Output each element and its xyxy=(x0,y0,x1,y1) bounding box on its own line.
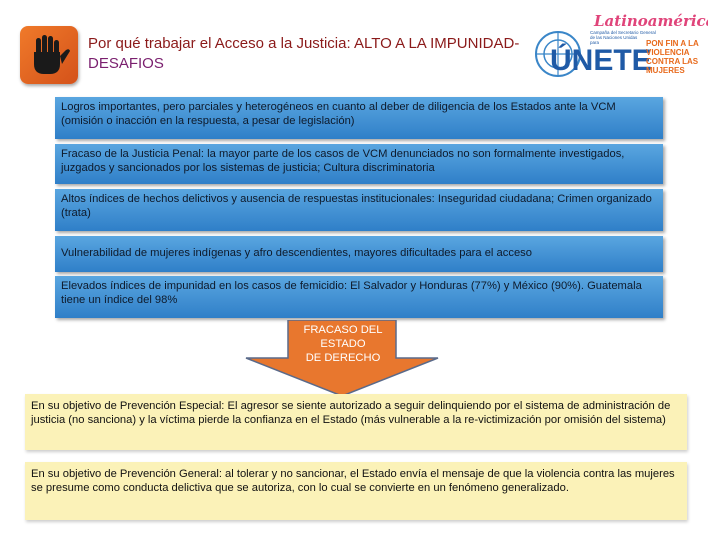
consequence-text: En su objetivo de Prevención General: al tolerar y no sancionar, el Estado envía el mensaje de que la violencia contra las mujeres se presume como conducta delictiva que se autoriza, con lo cual se convierte en un fenómeno generalizado. xyxy=(31,468,675,494)
title-main: Por qué trabajar el Acceso a la Justicia: ALTO A LA IMPUNIDAD- xyxy=(88,35,520,52)
challenge-box xyxy=(55,97,663,139)
challenge-box xyxy=(55,189,663,231)
title-accent: DESAFIOS xyxy=(88,55,164,72)
logo-slogan-2: VIOLENCIA xyxy=(646,48,690,57)
logo-sub-2: de las Naciones Unidas xyxy=(590,35,638,40)
challenge-text: Vulnerabilidad de mujeres indígenas y afro descendientes, mayores dificultades para el acceso xyxy=(61,247,532,259)
logo-sub-3: para xyxy=(590,40,600,45)
arrow-label-line: DE DERECHO xyxy=(305,352,381,364)
logo-brand: ÚNETE xyxy=(550,44,652,77)
challenge-text: Fracaso de la Justicia Penal: la mayor parte de los casos de VCM denunciados no son formalmente investigados, juzgados y sancionados por los sistemas de justicia; Cultura discriminatoria xyxy=(61,148,625,174)
logo-slogan-4: MUJERES xyxy=(646,66,685,75)
arrow-label xyxy=(290,323,396,365)
unete-logo xyxy=(532,10,708,92)
challenge-text: Elevados índices de impunidad en los casos de femicidio: El Salvador y Honduras (77%) y México (90%). Guatemala tiene un índice del 98% xyxy=(61,280,642,306)
logo-sub-1: Campaña del Secretario General xyxy=(590,30,656,35)
stop-hand-icon xyxy=(20,26,78,84)
challenge-box xyxy=(55,276,663,318)
consequence-box xyxy=(25,394,687,450)
logo-slogan-3: CONTRA LAS xyxy=(646,57,699,66)
arrow-label-line: FRACASO DEL xyxy=(303,324,383,336)
challenge-text: Logros importantes, pero parciales y heterogéneos en cuanto al deber de diligencia de los Estados ante la VCM (omisión o inacción en la respuesta, a pesar de legislación) xyxy=(61,101,616,127)
arrow-label-line: ESTADO xyxy=(320,338,366,350)
consequence-box xyxy=(25,462,687,520)
consequence-text: En su objetivo de Prevención Especial: El agresor se siente autorizado a seguir delinquiendo por el sistema de administración de justicia (no sanciona) y la víctima pierde la confianza en el Estado (más vulnerable a la re-victimización por omisión del sistema) xyxy=(31,400,671,426)
challenge-box xyxy=(55,236,663,272)
page-title xyxy=(88,34,528,74)
logo-slogan-1: PON FIN A LA xyxy=(646,39,699,48)
challenge-box xyxy=(55,144,663,184)
challenge-text: Altos índices de hechos delictivos y ausencia de respuestas institucionales: Inseguridad ciudadana; Crimen organizado (trata) xyxy=(61,193,652,219)
logo-script: Latinoamérica xyxy=(594,12,708,30)
